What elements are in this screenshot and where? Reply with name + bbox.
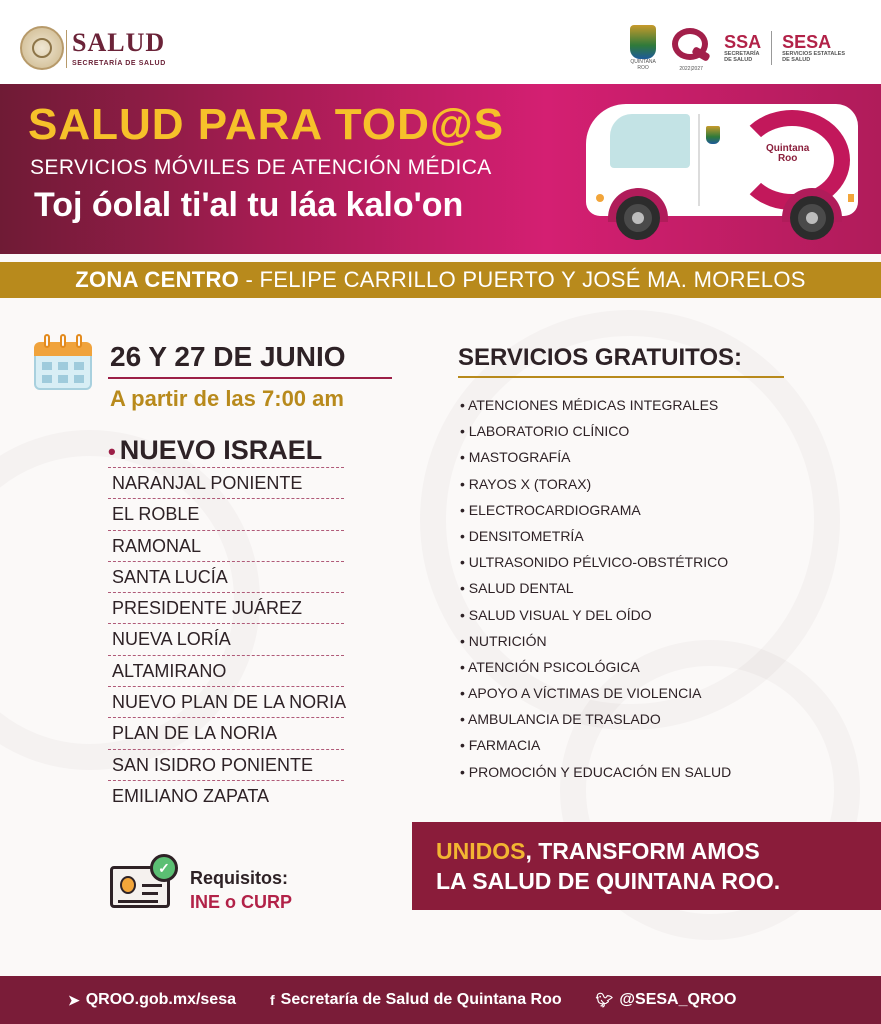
zone-strip [0,262,881,298]
sesa-line2: DE SALUD [782,57,811,63]
list-item: EL ROBLE [108,499,344,530]
list-item: • FARMACIA [460,732,860,758]
list-item: • LABORATORIO CLÍNICO [460,418,860,444]
sesa-title: SESA [782,32,832,52]
crest-label: QUINTANA ROO [630,59,656,71]
slogan-box [412,822,881,910]
mexico-seal-icon [20,26,64,70]
list-item: • RAYOS X (TORAX) [460,471,860,497]
date-underline [108,377,392,379]
list-item: SANTA LUCÍA [108,562,344,593]
slogan-line-2: LA SALUD DE QUINTANA ROO. [436,868,781,894]
banner-subtitle: SERVICIOS MÓVILES DE ATENCIÓN MÉDICA [30,156,492,179]
ssa-line1: SECRETARÍA [724,51,760,57]
brand-subtitle: SECRETARÍA DE SALUD [72,60,166,67]
quintana-roo-crest [628,25,658,71]
brand [72,30,166,67]
main-location: • NUEVO ISRAEL [108,432,344,468]
list-item: • SALUD VISUAL Y DEL OÍDO [460,602,860,628]
ssa-title: SSA [724,32,762,52]
requirements-label: Requisitos: [190,868,289,888]
banner-maya-text: Toj óolal ti'al tu láa kalo'on [34,186,464,224]
facebook-icon: f [270,992,275,1008]
header [0,0,881,84]
partner-logos [628,26,845,70]
zone-name: ZONA CENTRO [75,267,240,292]
list-item: • ATENCIONES MÉDICAS INTEGRALES [460,392,860,418]
header-divider [66,30,67,68]
list-item: SAN ISIDRO PONIENTE [108,750,344,781]
footer-twitter-link[interactable] [596,991,737,1009]
list-item: ALTAMIRANO [108,656,344,687]
slogan-highlight: UNIDOS [436,838,526,864]
services-title: SERVICIOS GRATUITOS: [458,344,743,371]
logo-divider [771,31,772,65]
list-item: • DENSITOMETRÍA [460,523,860,549]
list-item: • NUTRICIÓN [460,628,860,654]
list-item: • APOYO A VÍCTIMAS DE VIOLENCIA [460,680,860,706]
event-date: 26 Y 27 DE JUNIO [110,341,346,372]
footer-twitter: @SESA_QROO [619,991,737,1008]
van-icon [586,104,860,254]
id-card-check-icon: ✓ [108,854,180,912]
list-item: PLAN DE LA NORIA [108,718,344,749]
zone-municipalities: - FELIPE CARRILLO PUERTO Y JOSÉ MA. MORELOS [239,267,806,292]
ssa-logo [724,33,761,63]
event-time: A partir de las 7:00 am [110,386,344,411]
list-item: • SALUD DENTAL [460,575,860,601]
sesa-logo [782,33,845,63]
list-item: EMILIANO ZAPATA [112,785,270,806]
footer-website-link[interactable] [68,991,236,1009]
calendar-icon [34,334,92,390]
locations-list [108,432,347,812]
footer [0,976,881,1024]
list-item: NUEVO PLAN DE LA NORIA [108,687,344,718]
list-item: • PROMOCIÓN Y EDUCACIÓN EN SALUD [460,759,860,785]
twitter-icon: 🐦︎ [595,991,614,1008]
list-item: • ATENCIÓN PSICOLÓGICA [460,654,860,680]
ssa-line2: DE SALUD [724,57,753,63]
footer-website: QROO.gob.mx/sesa [85,991,236,1008]
q-years: 2022|2027 [679,66,703,72]
list-item: • MASTOGRAFÍA [460,444,860,470]
list-item: PRESIDENTE JUÁREZ [108,593,344,624]
list-item: • AMBULANCIA DE TRASLADO [460,706,860,732]
banner-title: SALUD PARA TOD@S [28,100,505,149]
quintana-roo-crest-icon [630,25,656,59]
services-list [460,392,860,785]
hero-banner [0,84,881,254]
requirements-value: INE o CURP [190,892,293,912]
quintana-roo-q-icon [668,26,714,70]
list-item: NUEVA LORÍA [108,624,344,655]
list-item: NARANJAL PONIENTE [108,468,344,499]
brand-title: SALUD [72,28,166,57]
footer-facebook: Secretaría de Salud de Quintana Roo [280,991,562,1008]
list-item: RAMONAL [108,531,344,562]
van-logo-text: Quintana Roo [766,143,810,164]
footer-facebook-link[interactable] [270,991,562,1009]
services-underline [458,376,784,378]
cursor-icon: ➤ [68,991,80,1008]
sesa-line1: SERVICIOS ESTATALES [782,51,845,57]
list-item: • ULTRASONIDO PÉLVICO-OBSTÉTRICO [460,549,860,575]
list-item: • ELECTROCARDIOGRAMA [460,497,860,523]
slogan-line-1: UNIDOS, TRANSFORM AMOS [436,838,760,864]
